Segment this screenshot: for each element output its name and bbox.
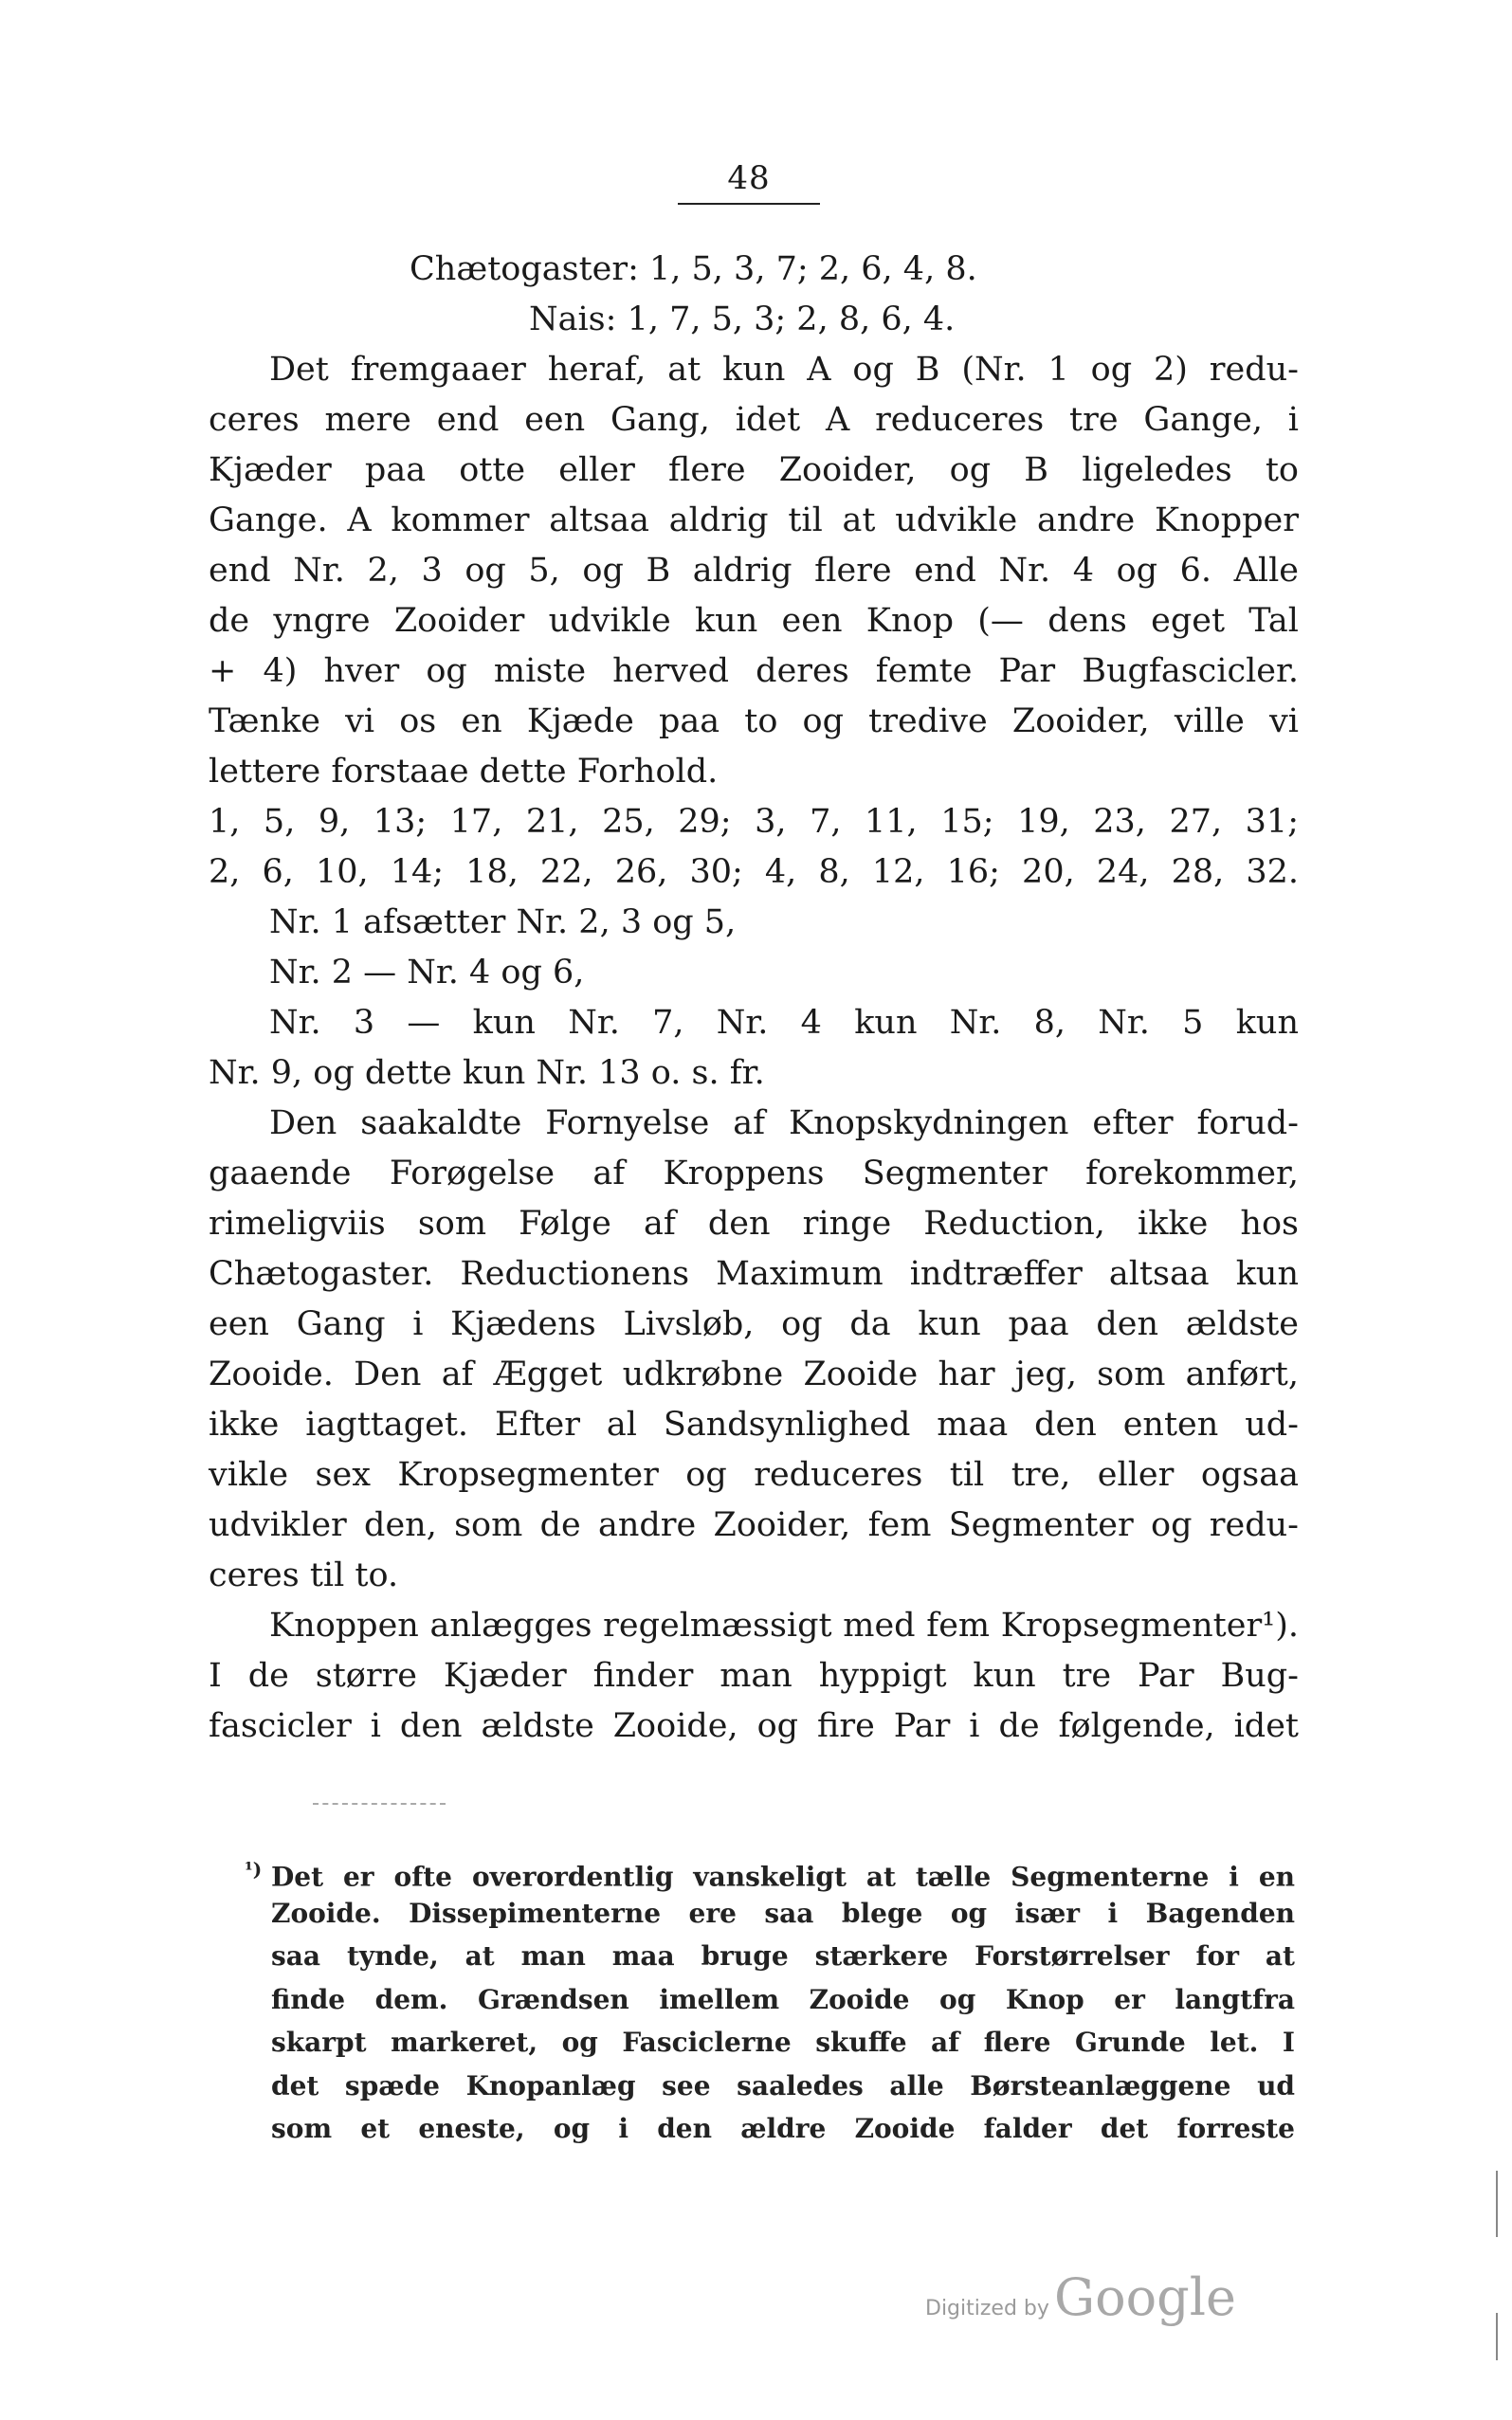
main-text: [209, 245, 1299, 1752]
footnote-line: saa tynde, at man maa bruge stærkere Forstørrelser for at: [271, 1940, 1295, 1972]
footnote-line: Det er ofte overordentlig vanskeligt at tælle Segmenterne i en: [271, 1861, 1295, 1893]
text-line: udvikler den, som de andre Zooider, fem Segmenter og redu-: [209, 1506, 1299, 1544]
scan-edge-mark: [1496, 2171, 1498, 2237]
text-line: Chætogaster. Reductionens Maximum indtræffer altsaa kun: [209, 1255, 1299, 1293]
footnote-line: finde dem. Grændsen imellem Zooide og Knop er langtfra: [271, 1983, 1295, 2015]
watermark-small-text: Digitized by: [925, 2297, 1049, 2320]
text-line: fascicler i den ældste Zooide, og fire Par i de følgende, idet: [209, 1707, 1299, 1745]
text-line: Kjæder paa otte eller flere Zooider, og B ligeledes to: [209, 451, 1299, 489]
text-line: Nr. 1 afsætter Nr. 2, 3 og 5,: [269, 903, 737, 941]
text-line: gaaende Forøgelse af Kroppens Segmenter forekommer,: [209, 1155, 1299, 1192]
text-line: Nais: 1, 7, 5, 3; 2, 8, 6, 4.: [529, 300, 956, 338]
page-number: 48: [678, 159, 820, 205]
text-line: Nr. 3 — kun Nr. 7, Nr. 4 kun Nr. 8, Nr. 5 kun: [269, 1004, 1299, 1042]
text-line: Zooide. Den af Ægget udkrøbne Zooide har jeg, som anført,: [209, 1356, 1299, 1393]
digitized-by-google-watermark: [925, 2267, 1236, 2327]
text-line: Chætogaster: 1, 5, 3, 7; 2, 6, 4, 8.: [410, 250, 977, 288]
footnote-line: det spæde Knopanlæg see saaledes alle Børsteanlæggene ud: [271, 2069, 1295, 2102]
text-line: Nr. 2 — Nr. 4 og 6,: [269, 954, 585, 992]
scan-edge-mark: [1496, 2313, 1498, 2360]
footnote-line: Zooide. Dissepimenterne ere saa blege og især i Bagenden: [271, 1897, 1295, 1929]
number-sequence-line: 2, 6, 10, 14; 18, 22, 26, 30; 4, 8, 12, 16; 20, 24, 28, 32.: [209, 853, 1299, 891]
text-line: I de større Kjæder finder man hyppigt kun tre Par Bug-: [209, 1657, 1299, 1695]
text-line: Gange. A kommer altsaa aldrig til at udvikle andre Knopper: [209, 501, 1299, 539]
text-line: rimeligviis som Følge af den ringe Reduction, ikke hos: [209, 1205, 1299, 1243]
text-line: Nr. 9, og dette kun Nr. 13 o. s. fr.: [209, 1054, 765, 1092]
number-sequence-line: 1, 5, 9, 13; 17, 21, 25, 29; 3, 7, 11, 15; 19, 23, 27, 31;: [209, 803, 1299, 841]
footnote-separator: [313, 1803, 446, 1805]
footnote-line: skarpt markeret, og Fasciclerne skuffe af flere Grunde let. I: [271, 2027, 1295, 2058]
text-line: Det fremgaaer heraf, at kun A og B (Nr. 1 og 2) redu-: [269, 351, 1299, 389]
text-line: ikke iagttaget. Efter al Sandsynlighed maa den enten ud-: [209, 1406, 1299, 1444]
text-line: Knoppen anlægges regelmæssigt med fem Kropsegmenter¹).: [269, 1607, 1299, 1645]
text-line: Tænke vi os en Kjæde paa to og tredive Zooider, ville vi: [209, 702, 1299, 740]
text-line: vikle sex Kropsegmenter og reduceres til tre, eller ogsaa: [209, 1456, 1299, 1494]
footnote-marker: ¹): [245, 1858, 263, 1881]
text-line: de yngre Zooider udvikle kun een Knop (— dens eget Tal: [209, 602, 1299, 640]
text-line: ceres mere end een Gang, idet A reduceres tre Gange, i: [209, 401, 1299, 439]
text-line: een Gang i Kjædens Livsløb, og da kun paa den ældste: [209, 1305, 1299, 1343]
text-line: + 4) hver og miste herved deres femte Par Bugfascicler.: [209, 652, 1299, 690]
text-line: end Nr. 2, 3 og 5, og B aldrig flere end Nr. 4 og 6. Alle: [209, 552, 1299, 590]
text-line: ceres til to.: [209, 1556, 399, 1594]
watermark-logo-text: Google: [1054, 2267, 1236, 2327]
text-line: lettere forstaae dette Forhold.: [209, 753, 719, 791]
footnote: [245, 1848, 1295, 2151]
text-line: Den saakaldte Fornyelse af Knopskydningen efter forud-: [269, 1104, 1299, 1142]
footnote-line: som et eneste, og i den ældre Zooide falder det forreste: [271, 2113, 1295, 2144]
